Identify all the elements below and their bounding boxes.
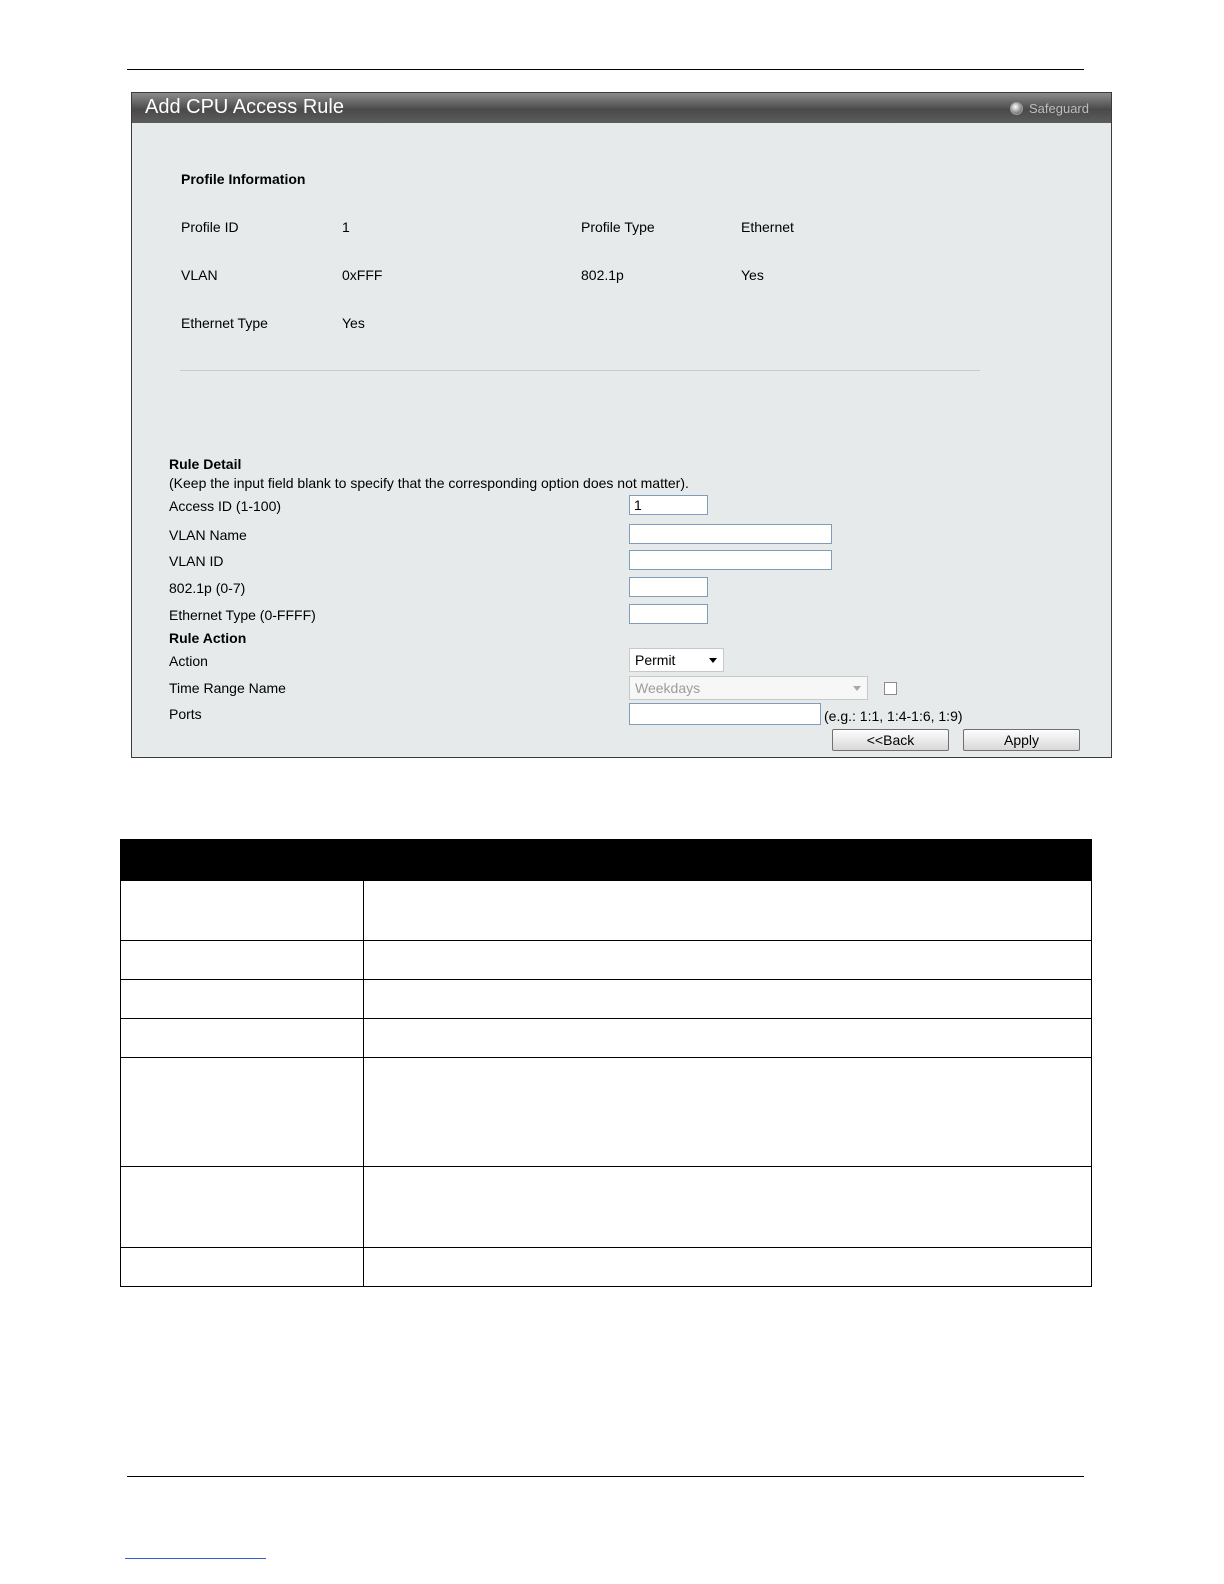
profile-id-label: Profile ID bbox=[181, 219, 239, 235]
vlan-name-input[interactable] bbox=[629, 524, 832, 544]
profile-type-value: Ethernet bbox=[741, 219, 794, 235]
chevron-down-icon bbox=[853, 686, 861, 691]
table-cell bbox=[364, 941, 1092, 980]
ethernet-type-value: Yes bbox=[342, 315, 365, 331]
chevron-down-icon bbox=[709, 658, 717, 663]
time-range-name-label: Time Range Name bbox=[169, 680, 286, 696]
footer-link-underline bbox=[125, 1558, 266, 1559]
table-header-cell bbox=[121, 840, 364, 881]
action-select-value: Permit bbox=[635, 652, 676, 668]
vlan-id-input[interactable] bbox=[629, 550, 832, 570]
table-row bbox=[121, 941, 1092, 980]
table-row bbox=[121, 881, 1092, 941]
safeguard-icon bbox=[1010, 102, 1023, 115]
parameter-description-table bbox=[120, 839, 1092, 1287]
rule-action-heading: Rule Action bbox=[169, 630, 247, 646]
ports-hint: (e.g.: 1:1, 1:4-1:6, 1:9) bbox=[824, 708, 963, 724]
table-cell bbox=[364, 1058, 1092, 1167]
panel-header bbox=[132, 93, 1111, 123]
access-id-label: Access ID (1-100) bbox=[169, 498, 282, 514]
apply-button[interactable]: Apply bbox=[963, 729, 1080, 751]
dot1p-range-label: 802.1p (0-7) bbox=[169, 580, 246, 596]
add-cpu-access-rule-panel bbox=[131, 92, 1112, 758]
table-cell bbox=[364, 980, 1092, 1019]
dot1p-value: Yes bbox=[741, 267, 764, 283]
vlan-name-label: VLAN Name bbox=[169, 527, 247, 543]
table-cell bbox=[121, 881, 364, 941]
table-header-cell bbox=[364, 840, 1092, 881]
table-cell bbox=[364, 881, 1092, 941]
time-range-select[interactable] bbox=[629, 676, 868, 700]
access-id-input[interactable] bbox=[629, 495, 708, 515]
table-cell bbox=[121, 1167, 364, 1248]
dot1p-label: 802.1p bbox=[581, 267, 624, 283]
page-top-rule bbox=[127, 69, 1084, 70]
action-select[interactable] bbox=[629, 648, 724, 672]
table-cell bbox=[121, 1019, 364, 1058]
table-row bbox=[121, 1058, 1092, 1167]
table-cell bbox=[121, 980, 364, 1019]
table-row bbox=[121, 980, 1092, 1019]
vlan-id-label: VLAN ID bbox=[169, 553, 224, 569]
table-cell bbox=[121, 941, 364, 980]
dot1p-input[interactable] bbox=[629, 577, 708, 597]
table-cell bbox=[364, 1167, 1092, 1248]
profile-information-heading: Profile Information bbox=[181, 171, 306, 187]
ethernet-type-input[interactable] bbox=[629, 604, 708, 624]
time-range-select-value: Weekdays bbox=[635, 680, 701, 696]
back-button[interactable]: <<Back bbox=[832, 729, 949, 751]
safeguard-label: Safeguard bbox=[1029, 101, 1089, 116]
safeguard-indicator bbox=[1010, 101, 1089, 116]
ports-input[interactable] bbox=[629, 703, 821, 725]
profile-type-label: Profile Type bbox=[581, 219, 655, 235]
table-row bbox=[121, 1248, 1092, 1287]
table-cell bbox=[121, 1248, 364, 1287]
ethernet-type-label: Ethernet Type bbox=[181, 315, 268, 331]
table-header-row bbox=[121, 840, 1092, 881]
rule-detail-heading: Rule Detail bbox=[169, 456, 242, 472]
ports-label: Ports bbox=[169, 706, 202, 722]
table-cell bbox=[121, 1058, 364, 1167]
table-row bbox=[121, 1019, 1092, 1058]
table-cell bbox=[364, 1019, 1092, 1058]
panel-title: Add CPU Access Rule bbox=[145, 96, 344, 118]
vlan-value: 0xFFF bbox=[342, 267, 383, 283]
vlan-label: VLAN bbox=[181, 267, 218, 283]
page-bottom-rule bbox=[127, 1476, 1084, 1477]
rule-detail-note: (Keep the input field blank to specify that the corresponding option does not matter). bbox=[169, 475, 689, 491]
ethernet-type-range-label: Ethernet Type (0-FFFF) bbox=[169, 607, 316, 623]
profile-divider bbox=[180, 370, 980, 371]
profile-id-value: 1 bbox=[342, 219, 350, 235]
table-row bbox=[121, 1167, 1092, 1248]
table-cell bbox=[364, 1248, 1092, 1287]
time-range-checkbox[interactable] bbox=[884, 682, 897, 695]
action-label: Action bbox=[169, 653, 208, 669]
